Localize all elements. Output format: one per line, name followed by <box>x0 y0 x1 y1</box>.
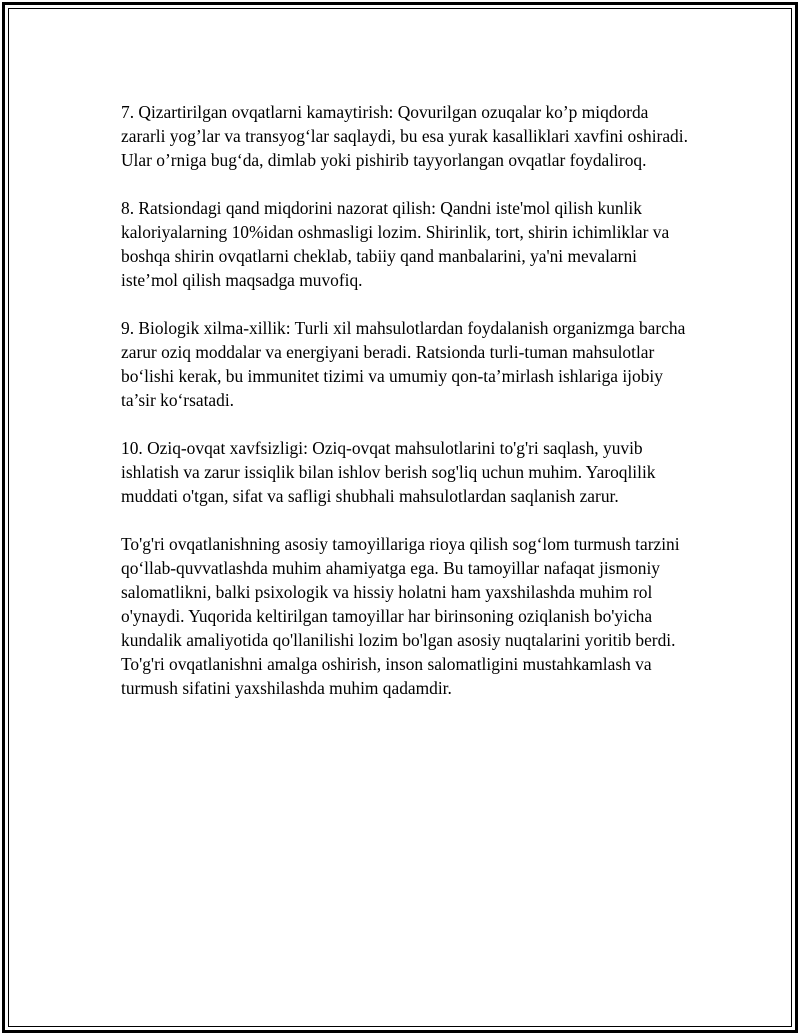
paragraph-conclusion: To'g'ri ovqatlanishning asosiy tamoyillariga rioya qilish sog‘lom turmush tarzini qo‘llab-quvvatlashda muhim ahamiyatga ega. Bu tamoyillar nafaqat jismoniy salomatlikni, balki psixologik va hissiy holatni ham yaxshilashda muhim rol o'ynaydi. Yuqorida keltirilgan tamoyillar har birinsoning oziqlanish bo'yicha kundalik amaliyotida qo'llanilishi lozim bo'lgan asosiy nuqtalarini yoritib berdi. To'g'ri ovqatlanishni amalga oshirish, inson salomatligini mustahkamlash va turmush sifatini yaxshilashda muhim qadamdir. <box>121 534 680 698</box>
document-body <box>121 100 691 724</box>
paragraph-food-safety: 10. Oziq-ovqat xavfsizligi: Oziq-ovqat mahsulotlarini to'g'ri saqlash, yuvib ishlatish va zarur issiqlik bilan ishlov berish sog'liq uchun muhim. Yaroqlilik muddati o'tgan, sifat va safligi shubhali mahsulotlardan saqlanish zarur. <box>121 438 656 506</box>
page-border <box>2 2 798 1033</box>
paragraph-fried-foods: 7. Qizartirilgan ovqatlarni kamaytirish: Qovurilgan ozuqalar ko’p miqdorda zararli yog’lar va transyog‘lar saqlaydi, bu esa yurak kasalliklari xavfini oshiradi. Ular o’rniga bug‘da, dimlab yoki pishirib tayyorlangan ovqatlar foydaliroq. <box>121 102 688 170</box>
paragraph-sugar-control: 8. Ratsiondagi qand miqdorini nazorat qilish: Qandni iste'mol qilish kunlik kaloriyalarning 10%idan oshmasligi lozim. Shirinlik, tort, shirin ichimliklar va boshqa shirin ovqatlarni cheklab, tabiiy qand manbalarini, ya'ni mevalarni iste’mol qilish maqsadga muvofiq. <box>121 198 670 290</box>
paragraph-biological-diversity: 9. Biologik xilma-xillik: Turli xil mahsulotlardan foydalanish organizmga barcha zarur oziq moddalar va energiyani beradi. Ratsionda turli-tuman mahsulotlar bo‘lishi kerak, bu immunitet tizimi va umumiy qon-ta’mirlash ishlariga ijobiy ta’sir ko‘rsatadi. <box>121 318 686 410</box>
